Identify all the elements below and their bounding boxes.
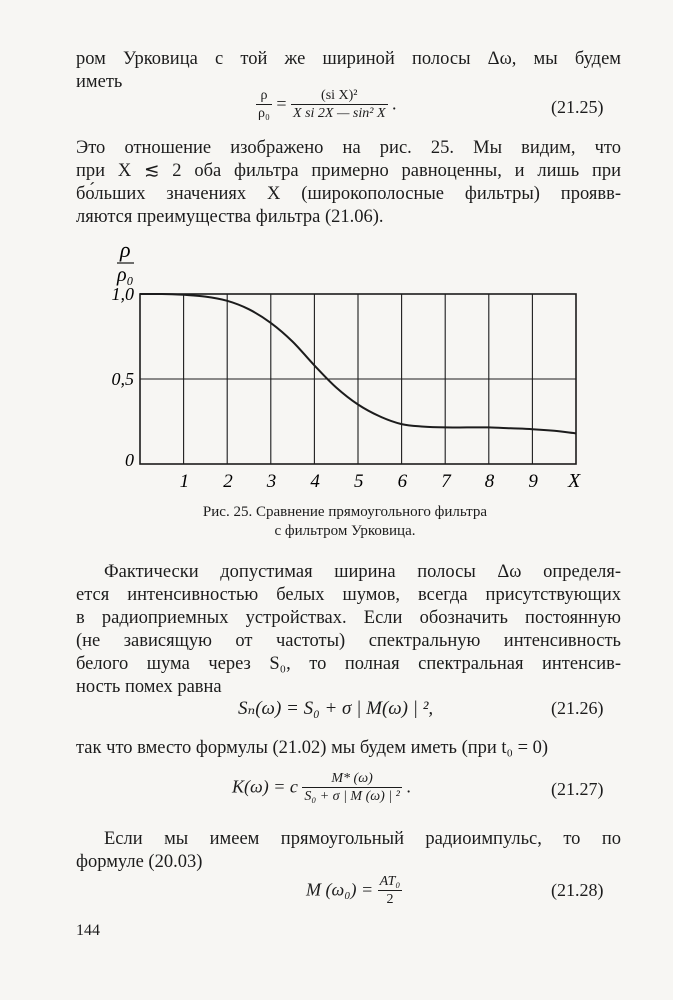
- caption-line: с фильтром Урковица.: [274, 523, 416, 539]
- page-number: 144: [76, 922, 100, 939]
- equation-denominator: ρ₀: [258, 106, 270, 121]
- x-tick-label: 1: [179, 471, 190, 492]
- x-tick-label: 4: [310, 471, 320, 492]
- text-line: в радиоприемных устройствах. Если обозначить постоянную: [76, 608, 621, 628]
- text-line: ется интенсивностью белых шумов, всегда присутствующих: [76, 585, 621, 605]
- figure-caption: [140, 503, 550, 541]
- equation-numerator: M* (ω): [302, 771, 401, 788]
- equation-21-25: [256, 88, 397, 123]
- text-line: бо́льших значениях X (широкополосные фильтры) проявв-: [76, 184, 621, 204]
- y-tick-label: 0,5: [111, 369, 134, 389]
- paragraph-3: [76, 561, 621, 699]
- paragraph-5: [76, 828, 621, 874]
- equation-21-26: Sₙ(ω) = S₀ + σ | M(ω) | ²,: [238, 698, 434, 719]
- y-tick-label: 1,0: [111, 284, 134, 304]
- x-tick-label: 6: [397, 471, 408, 492]
- equation-lhs: K(ω) = c: [232, 776, 298, 797]
- x-tick-label: 2: [223, 471, 233, 492]
- equation-tail: .: [406, 776, 411, 797]
- text-line: Это отношение изображено на рис. 25. Мы видим, что: [76, 138, 621, 158]
- text-line: иметь: [76, 72, 123, 92]
- x-tick-label: 9: [528, 471, 538, 492]
- equation-denominator: X si 2X — sin² X: [293, 106, 386, 121]
- equation-denominator: S₀ + σ | M (ω) | ²: [304, 789, 400, 804]
- equation-lhs-fraction: [256, 88, 272, 123]
- equation-denominator: 2: [386, 892, 394, 907]
- equation-number: (21.26): [551, 698, 604, 718]
- equation-number: (21.28): [551, 880, 604, 900]
- text-line: (не зависящую от частоты) спектральную интенсивность: [76, 631, 621, 651]
- y-axis-label-numerator: ρ: [120, 237, 131, 262]
- x-tick-label: 7: [441, 471, 451, 492]
- equation-tail: .: [392, 93, 397, 114]
- chart-tick-labels: [112, 284, 539, 492]
- text-line: ляются преимущества фильтра (21.06).: [76, 207, 384, 227]
- equals-sign: =: [276, 93, 287, 114]
- text-line: ром Урковица с той же шириной полосы Δω, мы будем: [76, 49, 621, 69]
- equation-21-27: [232, 771, 411, 806]
- chart-grid: [140, 294, 576, 464]
- equation-number: (21.27): [551, 779, 604, 799]
- text-line: при X ≲ 2 оба фильтра примерно равноценны, и лишь при: [76, 161, 621, 181]
- equation-fraction: [302, 771, 401, 806]
- text-line: так что вместо формулы (21.02) мы будем иметь (при t₀ = 0): [76, 738, 549, 758]
- text-line: ность помех равна: [76, 677, 222, 697]
- text-line: Фактически допустимая ширина полосы Δω определя-: [104, 562, 621, 582]
- paragraph-4: [76, 737, 621, 760]
- equation-number: (21.25): [551, 97, 604, 117]
- text-line: формуле (20.03): [76, 852, 203, 872]
- x-tick-label: 8: [484, 471, 495, 492]
- equation-numerator: (si X)²: [291, 88, 387, 105]
- figure-25-chart: [100, 235, 600, 495]
- equation-numerator: ρ: [256, 88, 272, 105]
- equation-rhs-fraction: [291, 88, 387, 123]
- x-tick-label: 3: [266, 471, 277, 492]
- text-line: Если мы имеем прямоугольный радиоимпульс, то по: [104, 829, 621, 849]
- paragraph-2: [76, 137, 621, 229]
- equation-21-28: [306, 874, 402, 909]
- y-axis-label-denominator: ρ₀: [117, 264, 134, 286]
- y-tick-label: 0: [125, 450, 134, 470]
- equation-fraction: [378, 874, 403, 909]
- equation-lhs: M (ω₀) =: [306, 879, 374, 900]
- caption-line: Рис. 25. Сравнение прямоугольного фильтра: [202, 504, 488, 520]
- equation-numerator: AT₀: [379, 874, 401, 889]
- x-axis-label: X: [568, 470, 581, 492]
- text-line: белого шума через S₀, то полная спектральная интенсив-: [76, 654, 621, 674]
- x-tick-label: 5: [354, 471, 364, 492]
